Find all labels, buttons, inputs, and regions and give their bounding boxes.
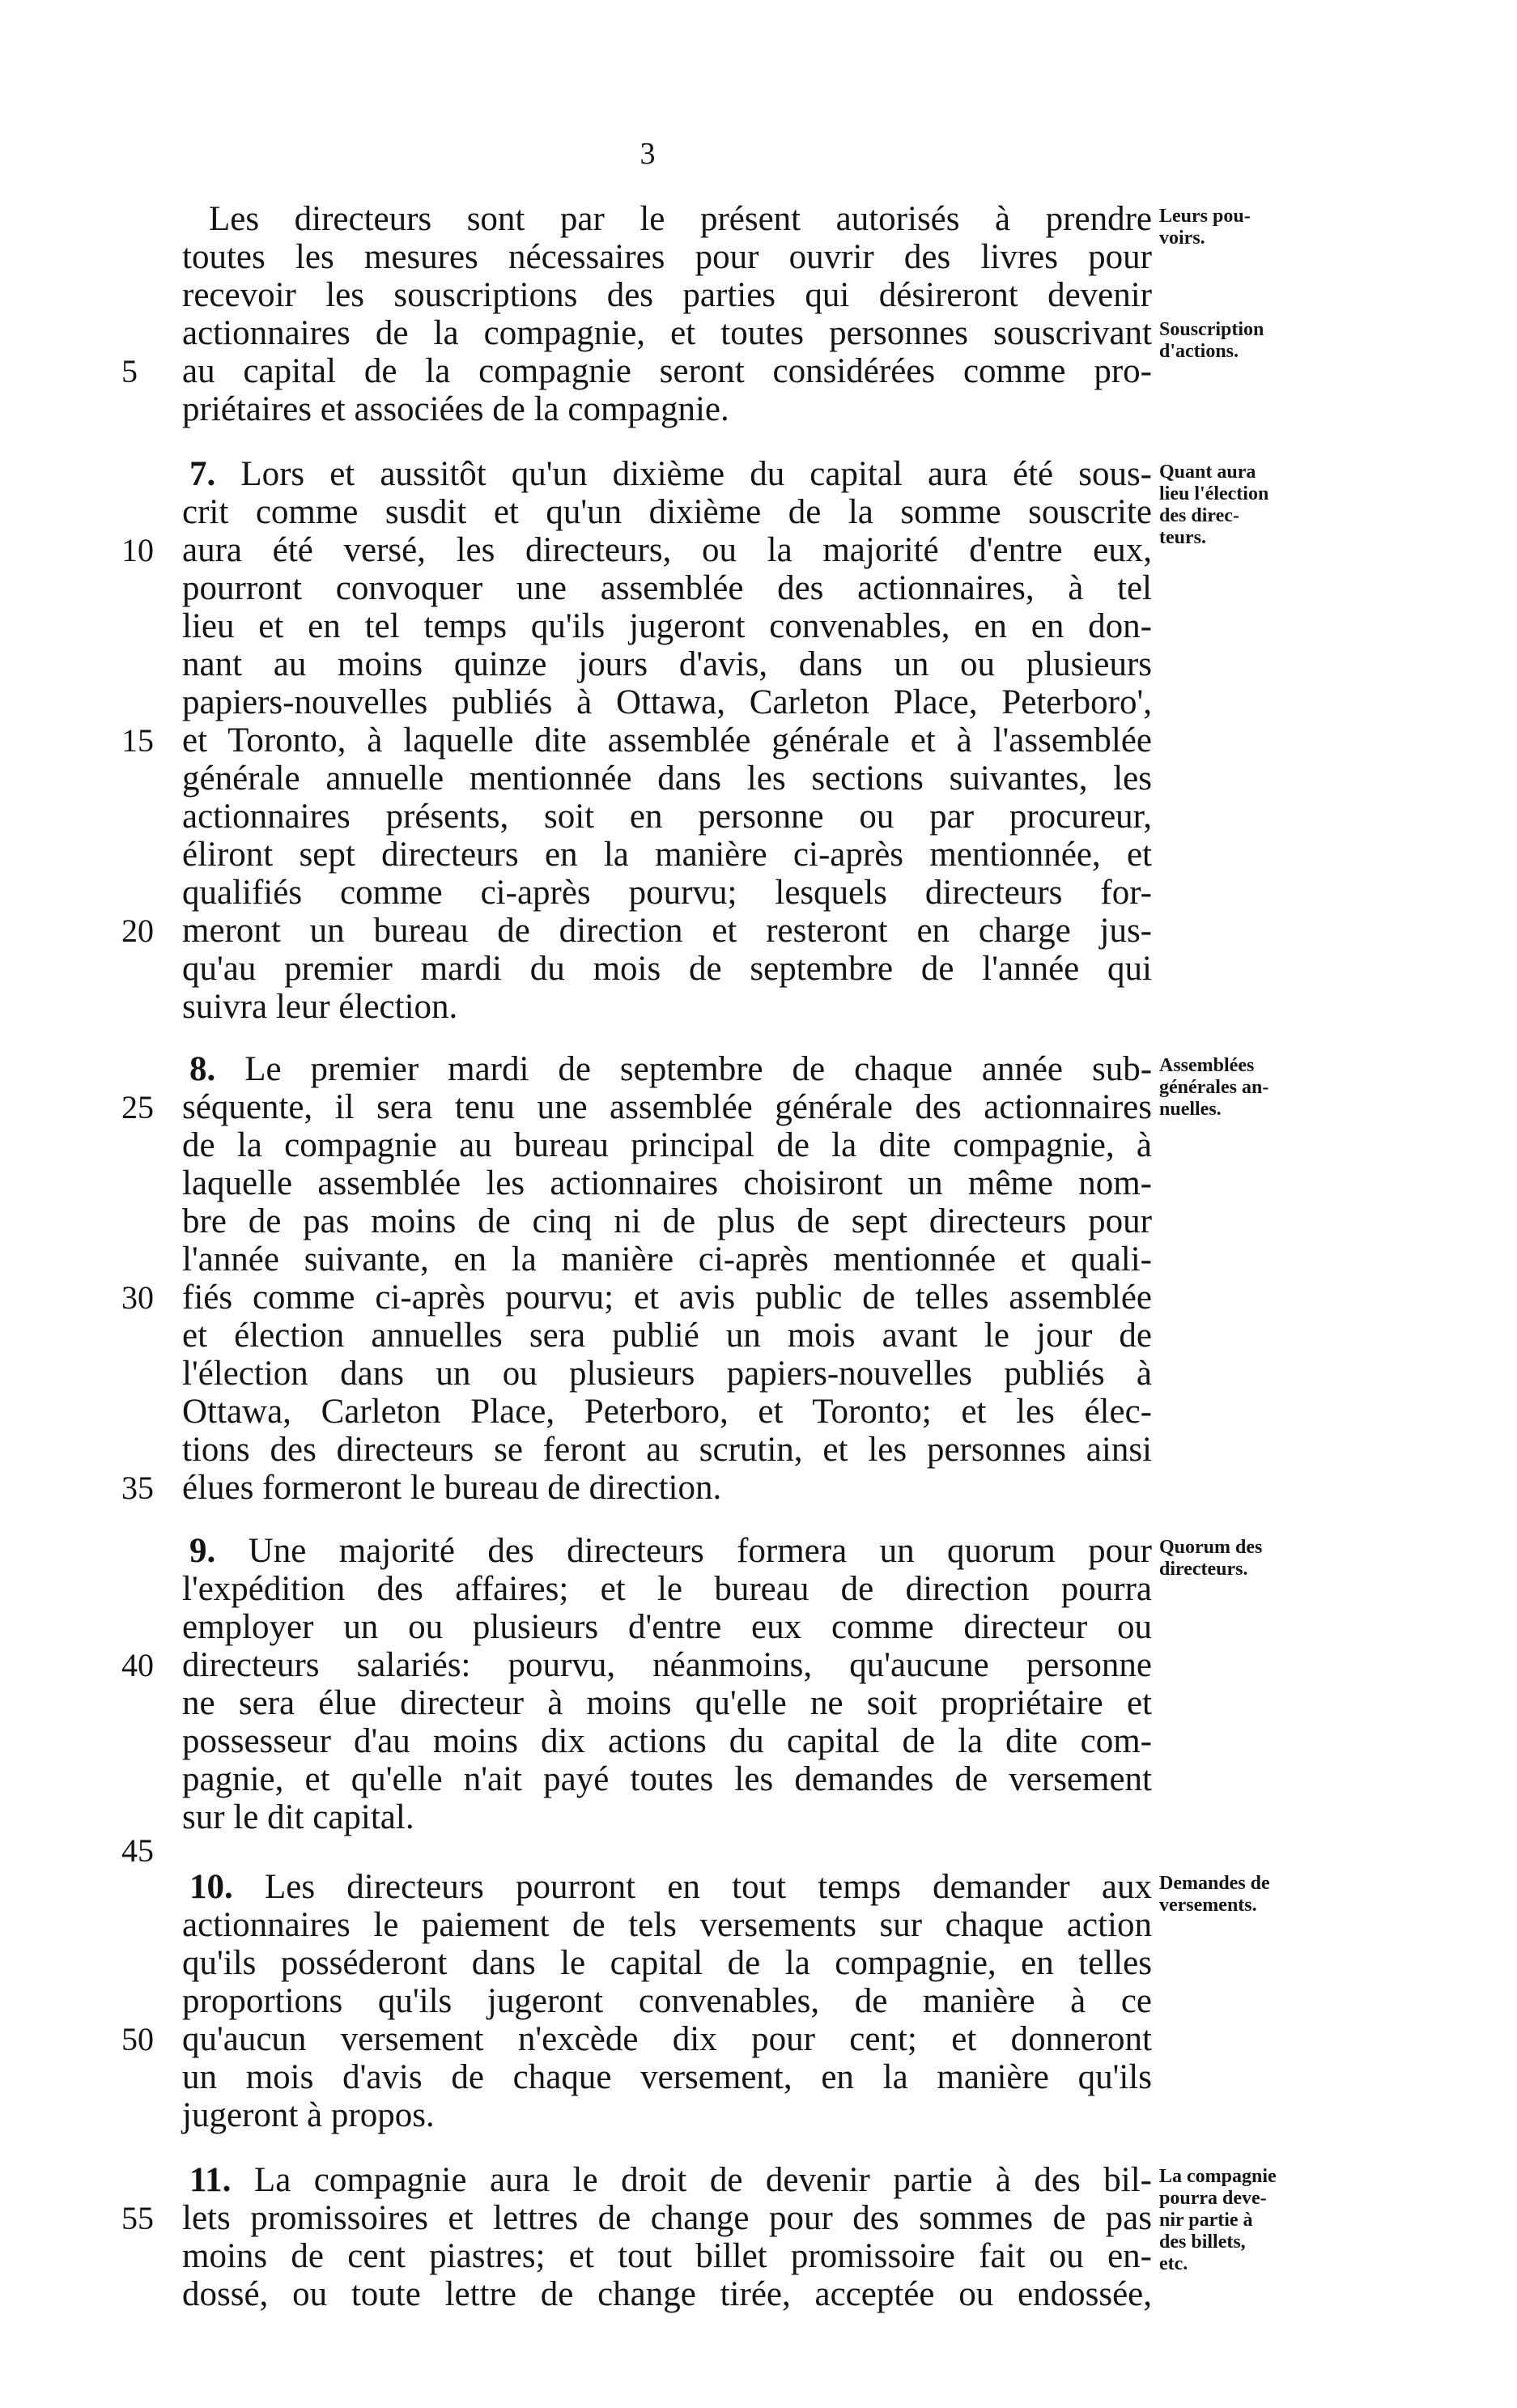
line-number: 25: [121, 1089, 154, 1125]
line-number: 50: [121, 2021, 154, 2057]
text-line: séquente, il sera tenu une assemblée générale des actionnaires: [182, 1088, 1152, 1126]
text-line: sur le dit capital.: [182, 1798, 414, 1836]
line-number: 30: [121, 1279, 154, 1316]
text-line: qu'aucun versement n'excède dix pour cent; et donneront: [182, 2020, 1152, 2058]
section-number: 11.: [189, 2161, 232, 2199]
text-line: 11. La compagnie aura le droit de devenir partie à des bil-: [189, 2161, 1152, 2199]
text-line: nant au moins quinze jours d'avis, dans un ou plusieurs: [182, 645, 1152, 683]
page-number: 3: [640, 137, 656, 171]
text-line: bre de pas moins de cinq ni de plus de sept directeurs pour: [182, 1202, 1152, 1240]
text-line: lieu et en tel temps qu'ils jugeront convenables, en en don-: [182, 607, 1152, 645]
section-number: 9.: [189, 1532, 216, 1570]
line-number: 35: [121, 1470, 154, 1506]
text-line: employer un ou plusieurs d'entre eux comme directeur ou: [182, 1608, 1152, 1646]
section-number: 7.: [189, 455, 216, 493]
text-line: Les directeurs sont par le présent autorisés à prendre: [209, 200, 1152, 238]
text-line: actionnaires de la compagnie, et toutes personnes souscrivant: [182, 314, 1152, 352]
text-line: l'année suivante, en la manière ci-après mentionnée et quali-: [182, 1240, 1152, 1278]
line-number: 20: [121, 913, 154, 949]
text-line: priétaires et associées de la compagnie.: [182, 390, 729, 428]
text-line: actionnaires le paiement de tels versements sur chaque action: [182, 1906, 1152, 1944]
text-line: au capital de la compagnie seront considérées comme pro-: [182, 352, 1152, 390]
text-line: recevoir les souscriptions des parties qui désireront devenir: [182, 276, 1152, 314]
text-line: proportions qu'ils jugeront convenables, de manière à ce: [182, 1982, 1152, 2020]
margin-note: Quant aura lieu l'élection des direc- teurs.: [1159, 462, 1269, 548]
line-number: 40: [121, 1647, 154, 1683]
margin-note: Assemblées générales an- nuelles.: [1159, 1055, 1269, 1120]
text-line: et Toronto, à laquelle dite assemblée générale et à l'assemblée: [182, 721, 1152, 759]
text-line: qualifiés comme ci-après pourvu; lesquels directeurs for-: [182, 874, 1152, 912]
margin-note: La compagnie pourra deve- nir partie à des billets, etc.: [1159, 2166, 1277, 2274]
text-line: tions des directeurs se feront au scrutin, et les personnes ainsi: [182, 1431, 1152, 1469]
text-line: fiés comme ci-après pourvu; et avis public de telles assemblée: [182, 1278, 1152, 1317]
section-number: 8.: [189, 1050, 216, 1088]
line-number: 5: [121, 353, 138, 389]
line-number: 55: [121, 2200, 154, 2236]
text-line: aura été versé, les directeurs, ou la majorité d'entre eux,: [182, 531, 1152, 569]
section-number: 10.: [189, 1868, 233, 1906]
text-line: l'expédition des affaires; et le bureau de direction pourra: [182, 1570, 1152, 1608]
text-line: crit comme susdit et qu'un dixième de la somme souscrite: [182, 493, 1152, 531]
text-line: qu'ils posséderont dans le capital de la compagnie, en telles: [182, 1944, 1152, 1982]
text-line: directeurs salariés: pourvu, néanmoins, qu'aucune personne: [182, 1646, 1152, 1684]
margin-note: Leurs pou- voirs.: [1159, 206, 1251, 249]
text-line: Ottawa, Carleton Place, Peterboro, et Toronto; et les élec-: [182, 1393, 1152, 1431]
text-line: ne sera élue directeur à moins qu'elle ne soit propriétaire et: [182, 1684, 1152, 1722]
text-line: 8. Le premier mardi de septembre de chaque année sub-: [189, 1050, 1153, 1088]
text-line: lets promissoires et lettres de change pour des sommes de pas: [182, 2199, 1152, 2237]
text-line: générale annuelle mentionnée dans les sections suivantes, les: [182, 759, 1152, 798]
text-line: élues formeront le bureau de direction.: [182, 1469, 722, 1507]
text-line: et élection annuelles sera publié un mois avant le jour de: [182, 1317, 1152, 1355]
text-line: possesseur d'au moins dix actions du capital de la dite com-: [182, 1722, 1152, 1760]
text-line: actionnaires présents, soit en personne ou par procureur,: [182, 798, 1152, 836]
text-line: meront un bureau de direction et resteront en charge jus-: [182, 912, 1152, 950]
text-line: un mois d'avis de chaque versement, en la manière qu'ils: [182, 2058, 1152, 2096]
text-line: dossé, ou toute lettre de change tirée, acceptée ou endossée,: [182, 2275, 1152, 2313]
text-line: 10. Les directeurs pourront en tout temps demander aux: [189, 1868, 1152, 1906]
margin-note: Souscription d'actions.: [1159, 319, 1264, 362]
line-number: 15: [121, 722, 154, 759]
text-line: 7. Lors et aussitôt qu'un dixième du capital aura été sous-: [189, 455, 1152, 493]
text-line: qu'au premier mardi du mois de septembre de l'année qui: [182, 950, 1152, 988]
text-line: moins de cent piastres; et tout billet promissoire fait ou en-: [182, 2237, 1152, 2275]
text-line: l'élection dans un ou plusieurs papiers-nouvelles publiés à: [182, 1355, 1152, 1393]
text-line: laquelle assemblée les actionnaires choisiront un même nom-: [182, 1164, 1152, 1202]
text-line: éliront sept directeurs en la manière ci-après mentionnée, et: [182, 836, 1152, 874]
text-line: 9. Une majorité des directeurs formera un quorum pour: [189, 1532, 1153, 1570]
text-line: jugeront à propos.: [182, 2096, 435, 2134]
text-line: pourront convoquer une assemblée des actionnaires, à tel: [182, 569, 1152, 607]
text-line: suivra leur élection.: [182, 988, 458, 1026]
text-line: de la compagnie au bureau principal de la dite compagnie, à: [182, 1126, 1152, 1164]
text-line: pagnie, et qu'elle n'ait payé toutes les demandes de versement: [182, 1760, 1152, 1798]
text-line: toutes les mesures nécessaires pour ouvrir des livres pour: [182, 238, 1152, 276]
margin-note: Quorum des directeurs.: [1159, 1537, 1263, 1580]
line-number: 10: [121, 532, 154, 568]
line-number: 45: [121, 1832, 154, 1869]
margin-note: Demandes de versements.: [1159, 1873, 1270, 1916]
text-line: papiers-nouvelles publiés à Ottawa, Carleton Place, Peterboro',: [182, 683, 1152, 721]
